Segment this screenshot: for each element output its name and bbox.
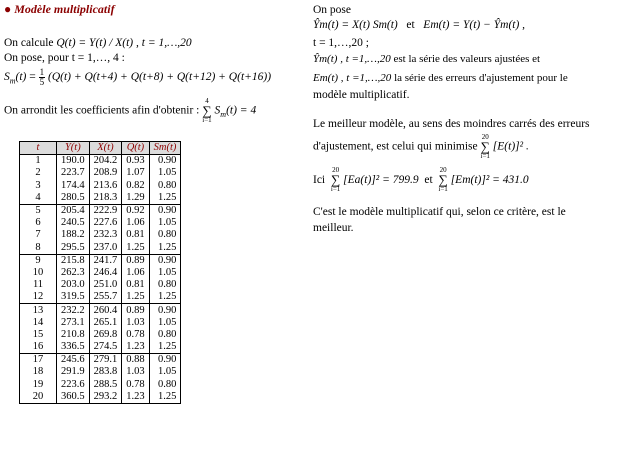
table-cell: 1.07 [122,167,149,179]
table-cell: 0.90 [149,254,181,267]
table-row [20,341,181,354]
table-cell: 9 [20,254,57,267]
table-cell: 336.5 [57,341,90,354]
table-cell: 0.89 [122,254,149,267]
table-cell: 360.5 [57,391,90,404]
table-cell: 260.4 [89,304,122,317]
sum-symbol-icon: 20 ∑ i=1 [330,166,341,194]
sse-additive: [Ea(t)]² = 799.9 [343,174,419,186]
table-cell: 0.80 [149,379,181,391]
table-cell: 227.6 [89,217,122,229]
table-cell: 246.4 [89,267,122,279]
table-row [20,229,181,241]
table-cell: 232.2 [57,304,90,317]
table-header-cell: Q(t) [122,142,149,155]
line-pose: On pose, pour t = 1,…, 4 : [4,52,125,64]
table-cell: 20 [20,391,57,404]
yhat-line: Ŷm(t) , t =1,…,20 est la série des valeurs ajustées et [313,53,541,65]
table-cell: 1.03 [122,317,149,329]
table-cell: 0.92 [122,204,149,217]
table-cell: 205.4 [57,204,90,217]
table-cell: 17 [20,354,57,367]
table-cell: 0.81 [122,279,149,291]
table-cell: 319.5 [57,291,90,304]
table-cell: 10 [20,267,57,279]
table-cell: 0.80 [149,329,181,341]
table-cell: 210.8 [57,329,90,341]
table-row [20,204,181,217]
table-header-cell: Sm(t) [149,142,181,155]
table-cell: 1.23 [122,391,149,404]
table-cell: 0.80 [149,180,181,192]
table-cell: 1.03 [122,366,149,378]
table-cell: 2 [20,167,57,179]
table-row [20,391,181,404]
table-cell: 1.25 [149,192,181,205]
table-row [20,329,181,341]
table-cell: 0.82 [122,180,149,192]
table-cell: 222.9 [89,204,122,217]
table-cell: 0.80 [149,229,181,241]
model-line: modèle multiplicatif. [313,89,410,101]
line-calcule: On calcule Q(t) = Y(t) / X(t) , t = 1,…,20 [4,37,192,49]
table-cell: 1.25 [149,242,181,255]
table-cell: 1.25 [149,291,181,304]
table-cell: 5 [20,204,57,217]
table-cell: 16 [20,341,57,354]
table-cell: 295.5 [57,242,90,255]
table-cell: 8 [20,242,57,255]
criterion-paragraph: Le meilleur modèle, au sens des moindres carrés des erreurs d'ajustement, est celui qui minimise 20 ∑ i=1 [E(t)]² . [313,118,590,160]
table-cell: 0.81 [122,229,149,241]
table-cell: 6 [20,217,57,229]
table-cell: 11 [20,279,57,291]
table-row [20,354,181,367]
table-cell: 279.1 [89,354,122,367]
table-cell: 291.9 [57,366,90,378]
table-cell: 12 [20,291,57,304]
conclusion-paragraph: C'est le modèle multiplicatif qui, selon ce critère, est le meilleur. [313,206,566,234]
table-body [20,155,181,404]
table-cell: 208.9 [89,167,122,179]
table-cell: 265.1 [89,317,122,329]
table-row [20,267,181,279]
table-cell: 1.25 [122,291,149,304]
table-header-cell: Y(t) [57,142,90,155]
table-cell: 245.6 [57,354,90,367]
section-title-text: Modèle multiplicatif [14,2,115,16]
table-cell: 0.78 [122,379,149,391]
table-cell: 1.29 [122,192,149,205]
table-cell: 0.88 [122,354,149,367]
table-cell: 215.8 [57,254,90,267]
table-cell: 188.2 [57,229,90,241]
table-cell: 1.05 [149,317,181,329]
table-cell: 0.78 [122,329,149,341]
sum-symbol-icon: 20 ∑ i=1 [480,133,490,160]
table-cell: 0.90 [149,354,181,367]
table-cell: 213.6 [89,180,122,192]
sum-symbol-icon: 20 ∑ i=1 [438,166,448,194]
table-cell: 1.25 [122,242,149,255]
table-cell: 203.0 [57,279,90,291]
table-cell: 293.2 [89,391,122,404]
table-cell: 4 [20,192,57,205]
table-cell: 288.5 [89,379,122,391]
table-cell: 223.7 [57,167,90,179]
table-cell: 240.5 [57,217,90,229]
table-row [20,291,181,304]
table-cell: 1.05 [149,167,181,179]
table-cell: 3 [20,180,57,192]
table-cell: 273.1 [57,317,90,329]
bullet-icon: ● [4,2,12,16]
table-cell: 237.0 [89,242,122,255]
table-cell: 14 [20,317,57,329]
table-cell: 223.6 [57,379,90,391]
table-cell: 1.05 [149,217,181,229]
table-cell: 241.7 [89,254,122,267]
table-row [20,304,181,317]
table-cell: 0.89 [122,304,149,317]
sum-symbol-icon: 4 ∑ i=1 [202,97,212,124]
table-cell: 274.5 [89,341,122,354]
section-title [4,3,115,16]
table-row [20,366,181,378]
table-header-cell: t [20,142,57,155]
table-row [20,192,181,205]
table-header-cell: X(t) [89,142,122,155]
table-cell: 1.25 [149,391,181,404]
fraction-one-fifth: $\frac{1}{5}$ [39,67,45,87]
table-cell: 0.93 [122,155,149,168]
table-cell: 13 [20,304,57,317]
results-line: Ici 20 ∑ i=1 [Ea(t)]² = 799.9 et 20 ∑ i=1 [Em(t)]² = 431.0 [313,166,529,194]
table-cell: 1.06 [122,217,149,229]
on-pose-label: On pose [313,4,352,16]
table-cell: 283.8 [89,366,122,378]
table-cell: 280.5 [57,192,90,205]
table-cell: 255.7 [89,291,122,304]
table-row [20,155,181,168]
table-cell: 0.80 [149,279,181,291]
table-cell: 1.05 [149,267,181,279]
table-cell: 269.8 [89,329,122,341]
table-row [20,379,181,391]
table-row [20,167,181,179]
table-row [20,317,181,329]
table-cell: 204.2 [89,155,122,168]
table-cell: 1.25 [149,341,181,354]
table-cell: 18 [20,366,57,378]
table-cell: 19 [20,379,57,391]
table-cell: 7 [20,229,57,241]
table-cell: 174.4 [57,180,90,192]
table-cell: 262.3 [57,267,90,279]
table-cell: 0.90 [149,155,181,168]
table-cell: 190.0 [57,155,90,168]
table-row [20,180,181,192]
table-header-row [20,142,181,155]
table-cell: 1.05 [149,366,181,378]
sse-multiplicative: [Em(t)]² = 431.0 [450,174,529,186]
line-arrondit: On arrondit les coefficients afin d'obtenir : 4 ∑ i=1 $S_m(t) = 4$ [4,97,257,124]
table-cell: 232.3 [89,229,122,241]
definitions-line: Ŷm(t) = X(t) Sm(t) et Em(t) = Y(t) − Ŷm(t) , [313,19,526,31]
table-row [20,242,181,255]
table-cell: 1.23 [122,341,149,354]
range-line: t = 1,…,20 ; [313,37,370,49]
table-row [20,217,181,229]
table-cell: 1 [20,155,57,168]
data-table [19,141,181,404]
em-line: Em(t) , t =1,…,20 la série des erreurs d'ajustement pour le [313,72,568,84]
table-cell: 251.0 [89,279,122,291]
formula-q: Q(t) = Y(t) / X(t) , t = 1,…,20 [56,37,192,49]
table-row [20,254,181,267]
table-cell: 15 [20,329,57,341]
table-cell: 0.90 [149,304,181,317]
formula-sm: $S_m(t)$ = $\frac{1}{5}$ (Q(t) + Q(t+4) + Q(t+8) + Q(t+12) + Q(t+16)) [4,67,272,87]
table-row [20,279,181,291]
table-cell: 1.06 [122,267,149,279]
table-cell: 0.90 [149,204,181,217]
table-cell: 218.3 [89,192,122,205]
